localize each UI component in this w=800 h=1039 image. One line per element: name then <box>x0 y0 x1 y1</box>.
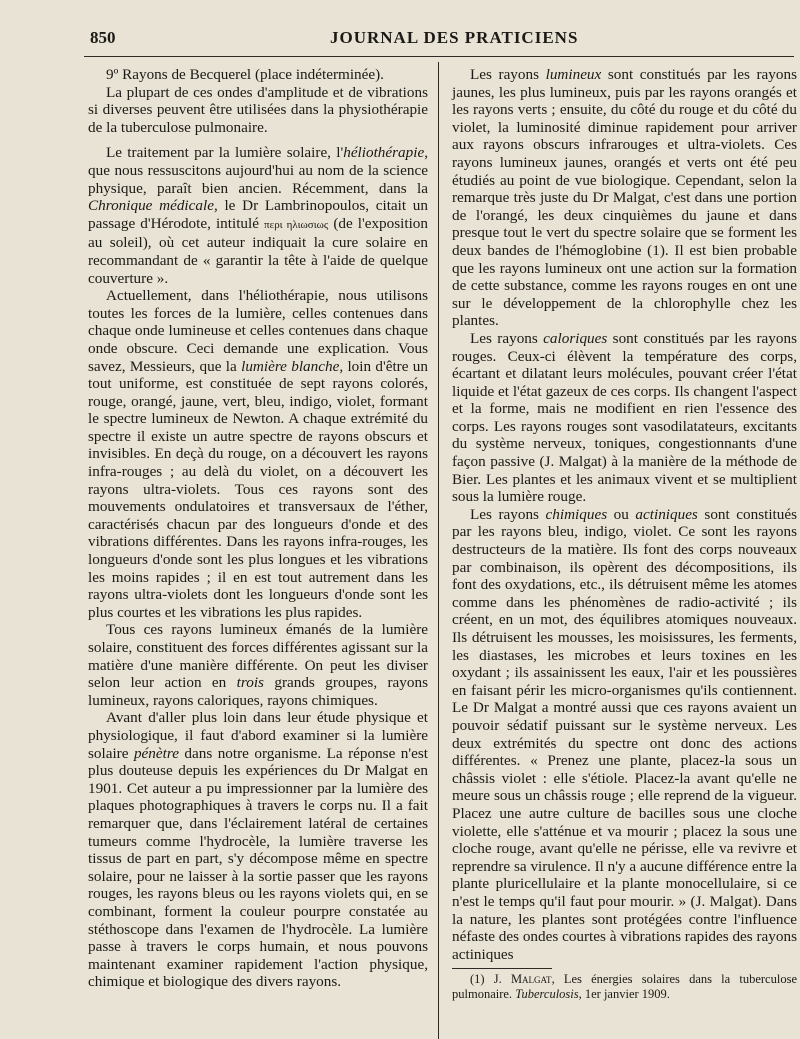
italic-term: actiniques <box>635 505 698 523</box>
text-run: , que nous ressuscitons aujourd'hui au nom de la science physique, paraît bien ancien. Récemment, dans la <box>88 144 428 197</box>
text-run: (de l'exposition au soleil), où cet auteur indiquait la cure solaire en recommandant de « garantir la tête à l'aide de quelque couverture ». <box>88 214 428 287</box>
greek-title: περι ηλιωσιως <box>264 218 329 231</box>
text-run: grands groupes, rayons lumineux, rayons caloriques, rayons chimiques. <box>88 674 428 709</box>
left-column <box>88 66 428 991</box>
header-rule <box>84 56 794 57</box>
text-run: Avant d'aller plus loin dans leur étude physique et physiologique, il faut d'abord examiner si la lumière solaire <box>88 709 428 762</box>
text-run: sont constitués par les rayons jaunes, les plus lumineux, puis par les rayons orangés et les rayons verts ; ensuite, du côté du rouge et du côté du violet, la luminosité diminue rapidement pour arriver aux rayons obscurs infrarouges et ultra-violets. Ces rayons lumineux jaunes, orangés et verts ont été peu étudiés au point de vue biologique. Cependant, selon la remarque très juste du Dr Malgat, c'est dans une portion de l'orangé, les deux cinquièmes du jaune et dans presque tout le vert du spectre solaire que se forment les deux bandes de l'hémoglobine (1). Il est bien probable que les rayons lumineux ont une action sur la formation de cette substance, comme les rayons rouges en ont une sur le développement de la chlorophylle chez les plantes. <box>452 66 797 330</box>
paragraph-rayons-chimiques <box>452 506 797 963</box>
text-run: ou <box>607 505 636 523</box>
paragraph-spectre <box>88 287 428 621</box>
paragraph-rayons-lumineux <box>452 66 797 330</box>
paragraph-penetration <box>88 709 428 991</box>
text-run: Les rayons <box>470 505 546 523</box>
paragraph-heliotherapie <box>88 144 428 287</box>
text-run: sont constitués par les rayons rouges. Ceux-ci élèvent la température des corps, écartant et dilatant leurs molécules, pouvant créer l'état liquide et l'état gazeux de ces corps. Ils changent l'aspect et la forme, mais ne modifient en rien l'essence des corps. Les rayons rouges sont vasodilatateurs, excitants du système nerveux, toniques, congestionnants d'une façon passive (J. Malgat) à la manière de la méthode de Bier. Les plantes et les animaux vivent et se multiplient sous la lumière rouge. <box>452 329 797 506</box>
italic-title: Chronique médicale <box>88 197 214 215</box>
footnote-author: Malgat <box>510 972 552 987</box>
journal-title: JOURNAL DES PRATICIENS <box>330 28 579 47</box>
text-run: Les rayons <box>470 329 544 347</box>
footnote <box>452 972 797 1002</box>
italic-term: caloriques <box>543 329 608 347</box>
text-run: , 1er janvier 1909. <box>578 987 670 1002</box>
footnote-rule <box>452 968 552 969</box>
right-column <box>452 66 797 1002</box>
text-run: sont constitués par les rayons bleu, indigo, violet. Ce sont les rayons destructeurs de la matière. Ils font des corps nouveaux par combinaison, ils opèrent des décompositions, ils font des oxydations, etc., ils détruisent même les atomes comme dans les phénomènes de radio-activité ; ils créent, en un mot, des équilibres atomiques nouveaux. Ils détruisent les mousses, les moisissures, les ferments, les diastases, les microbes et leurs toxines en les oxydant ; ils assainissent les eaux, l'air et les poussières en faisant périr les micro-organismes qu'ils contiennent. Le Dr Malgat a montré aussi que ces rayons avaient un pouvoir sédatif puissant sur le système nerveux. Les deux extrémités du spectre ont donc des actions différentes. « Prenez une plante, placez-la sous un châssis violet : elle s'étiole. Placez-la avant qu'elle ne meure sous un châssis rouge ; elle reprend de la vigueur. Placez une autre culture de bacilles sous une cloche violette, elle s'atténue et va mourir ; placez la sous une cloche rouge, avant qu'elle ne périsse, elle va revivre et reprendre sa virulence. Il n'y a aucune différence entre la plante pluricellulaire et la plante monocellulaire, si ce n'est le temps qu'il faut pour mourir. » (J. Malgat). Dans la nature, les plantes sont protégées contre l'influence néfaste des ondes courtes à vibrations rapides des rayons actiniques <box>452 505 798 963</box>
text-run: (1) J. <box>470 972 511 987</box>
text-run: , le Dr Lambrinopoulos, citait un passage d'Hérodote, intitulé <box>88 197 428 232</box>
paragraph-ondes: La plupart de ces ondes d'amplitude et de vibrations si diverses peuvent être utilisées dans la physiothérapie de la tuberculose pulmonaire. <box>88 83 428 136</box>
column-divider <box>438 62 439 1039</box>
paragraph-groupes <box>88 621 428 709</box>
italic-term: pénètre <box>133 744 179 762</box>
italic-term: lumineux <box>545 66 602 83</box>
page-number: 850 <box>90 28 116 47</box>
page-header <box>90 28 780 52</box>
footnote-journal: Tuberculosis <box>515 987 579 1002</box>
text-run: , loin d'être un tout uniforme, est constituée de sept rayons colorés, rouge, orangé, jaune, vert, bleu, indigo, violet, formant le spectre lumineux de Newton. A chaque extrémité du spectre il existe un autre spectre de rayons obscurs et invisibles. En deçà du rouge, on a découvert les rayons infra-rouges ; au delà du violet, on a découvert les rayons ultra-violets. Tous ces rayons sont des mouvements ondulatoires et transversaux de l'éther, caractérisés chacun par des longueurs d'onde et des vibrations différentes. Dans les rayons infra-rouges, les longueurs d'onde sont les plus longues et les vibrations les moins rapides ; il en est tout autrement dans les rayons ultra-violets dont les longueurs d'onde sont les plus courtes et les vibrations les plus rapides. <box>88 357 428 621</box>
italic-term: chimiques <box>545 505 608 523</box>
text-run: dans notre organisme. La réponse n'est plus douteuse depuis les expériences du Dr Malgat en 1901. Cet auteur a pu impressionner par la lumière des plaques photographiques à travers le corps nu. Il a fait remarquer que, dans l'éclairement latéral de certaines tumeurs comme l'hydrocèle, la lumière traverse les tissus de part en part, s'y décompose même en spectre solaire, pour ne laisser à la sortie passer que les rayons rouges, les rayons bleus ou les rayons violets qui, en se combinant, forment la couleur pourpre constatée au stéthoscope dans l'examen de l'hydrocèle. La lumière passe à travers le corps humain, et nous pouvons maintenant examiner rapidement l'action physique, chimique et biologique des divers rayons. <box>88 744 429 991</box>
text-run: , Les énergies solaires dans la tuberculose pulmonaire. <box>452 972 797 1002</box>
text-run: Le traitement par la lumière solaire, l' <box>106 144 344 162</box>
italic-term: lumière blanche <box>241 357 340 375</box>
paragraph-becquerel: 9º Rayons de Becquerel (place indéterminée). <box>106 66 384 83</box>
italic-term: héliothérapie <box>343 144 425 162</box>
paragraph-rayons-caloriques <box>452 330 797 506</box>
text-run: Actuellement, dans l'héliothérapie, nous utilisons toutes les forces de la lumière, celles contenues dans chaque onde lumineuse et celles contenues dans chaque onde obscure. Ceci demande une explication. Vous savez, Messieurs, que la <box>88 287 428 375</box>
text-run: Tous ces rayons lumineux émanés de la lumière solaire, constituent des forces différentes agissant sur la matière d'une manière différente. On peut les diviser selon leur action en <box>88 621 428 692</box>
italic-term: trois <box>236 674 264 692</box>
text-run: Les rayons <box>470 66 546 83</box>
